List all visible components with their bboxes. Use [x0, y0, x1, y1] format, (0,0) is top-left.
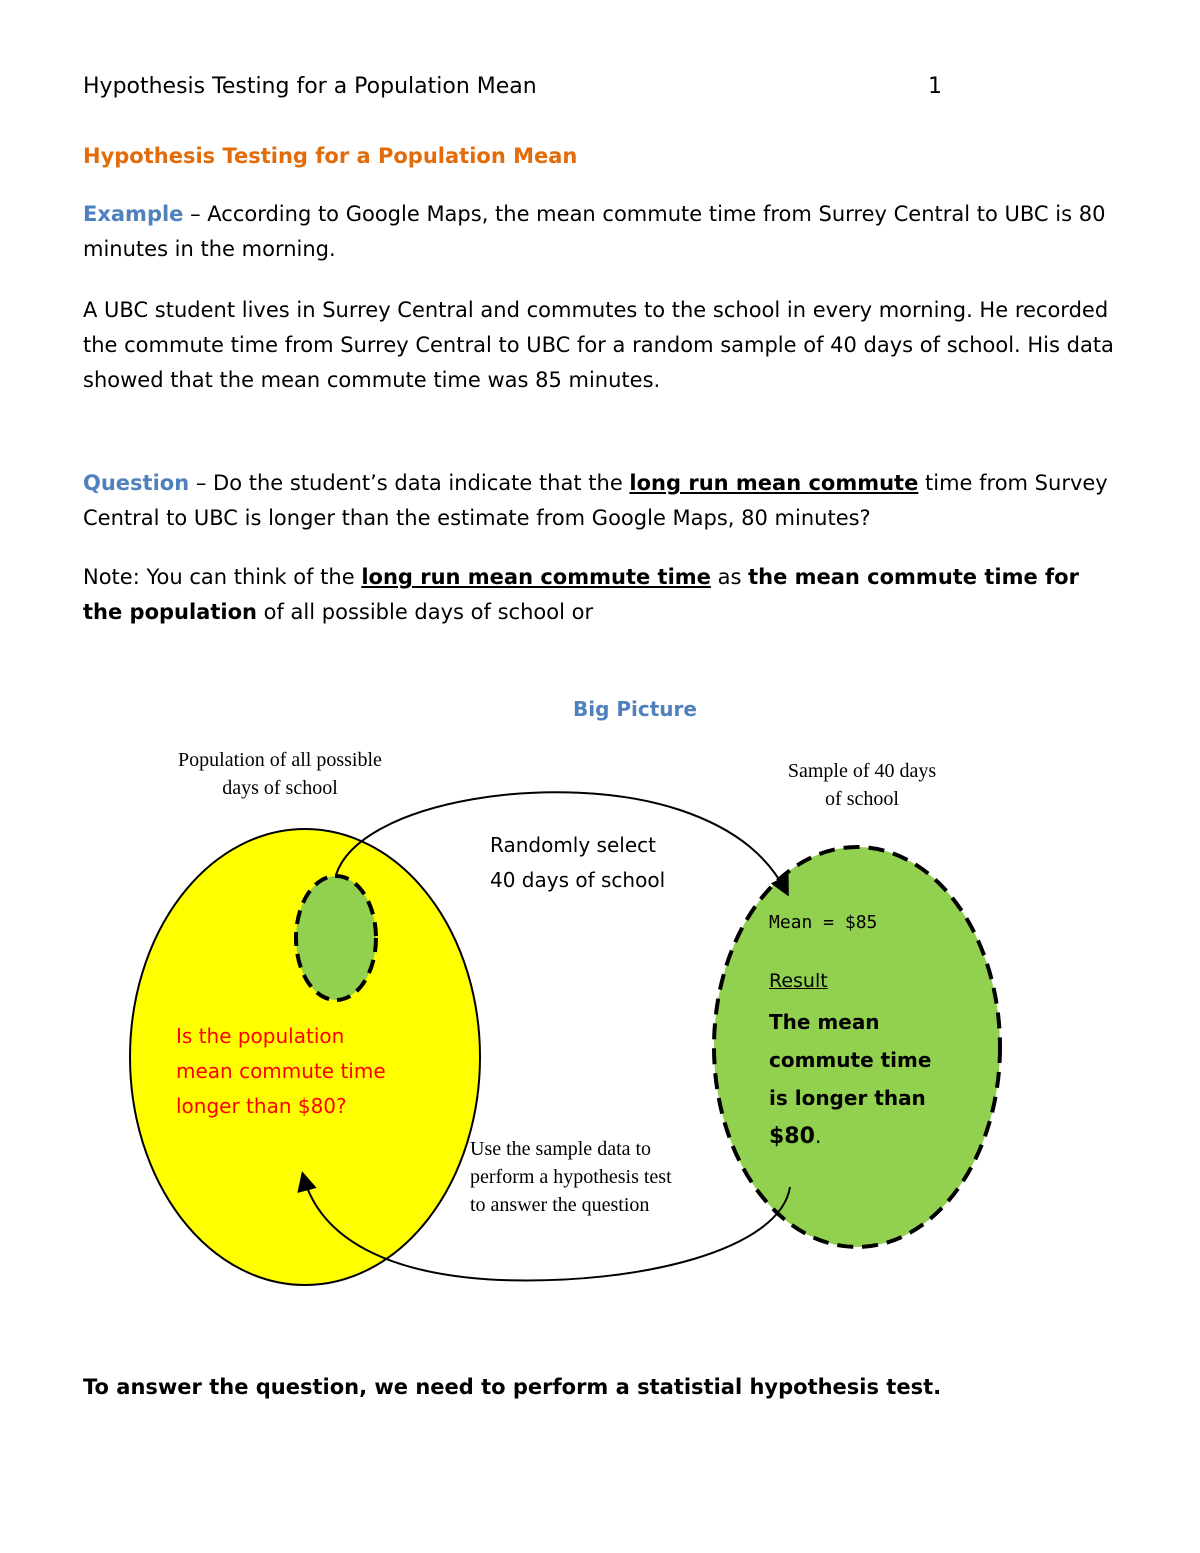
student-paragraph: A UBC student lives in Surrey Central and commutes to the school in every morning. He recorded the commute time from Surrey Central to UBC for a random sample of 40 days of school. His data showed that the mean commute time was 85 minutes. — [83, 298, 1114, 392]
population-question: Is the population mean commute time longer than $80? — [176, 1024, 386, 1118]
question-emphasis: long run mean commute — [629, 471, 919, 495]
hypothesis-test-note: Use the sample data to perform a hypothesis test to answer the question — [470, 1138, 672, 1216]
header-title: Hypothesis Testing for a Population Mean — [83, 74, 537, 99]
sample-subset-ellipse — [296, 876, 376, 1000]
question-text-before: – Do the student’s data indicate that the — [189, 471, 630, 495]
page-number: 1 — [928, 74, 942, 99]
note-prefix: Note: You can think of the — [83, 565, 362, 589]
section-title: Hypothesis Testing for a Population Mean — [83, 144, 578, 168]
note-bold-phrase: the mean commute time for the population — [83, 565, 1079, 624]
question-text-after: time from Survey Central to UBC is longer than the estimate from Google Maps, 80 minutes? — [83, 471, 1108, 530]
note-suffix: of all possible days of school or — [256, 600, 594, 624]
sample-label: Sample of 40 days of school — [787, 760, 937, 810]
result-heading: Result — [769, 970, 828, 992]
diagram-title: Big Picture — [573, 697, 697, 721]
sample-mean-label: Mean = $85 — [769, 912, 878, 933]
example-label: Example — [83, 202, 184, 226]
population-label: Population of all possible days of school — [178, 749, 382, 799]
result-text: The mean commute time is longer than $80. — [769, 1010, 932, 1149]
note-emphasis: long run mean commute time — [361, 565, 711, 589]
question-label: Question — [83, 471, 190, 495]
example-text: – According to Google Maps, the mean commute time from Surrey Central to UBC is 80 minutes in the morning. — [83, 202, 1106, 261]
footer-conclusion: To answer the question, we need to perform a statistial hypothesis test. — [83, 1375, 942, 1399]
random-select-label: Randomly select 40 days of school — [490, 833, 666, 892]
note-middle: as — [710, 565, 749, 589]
